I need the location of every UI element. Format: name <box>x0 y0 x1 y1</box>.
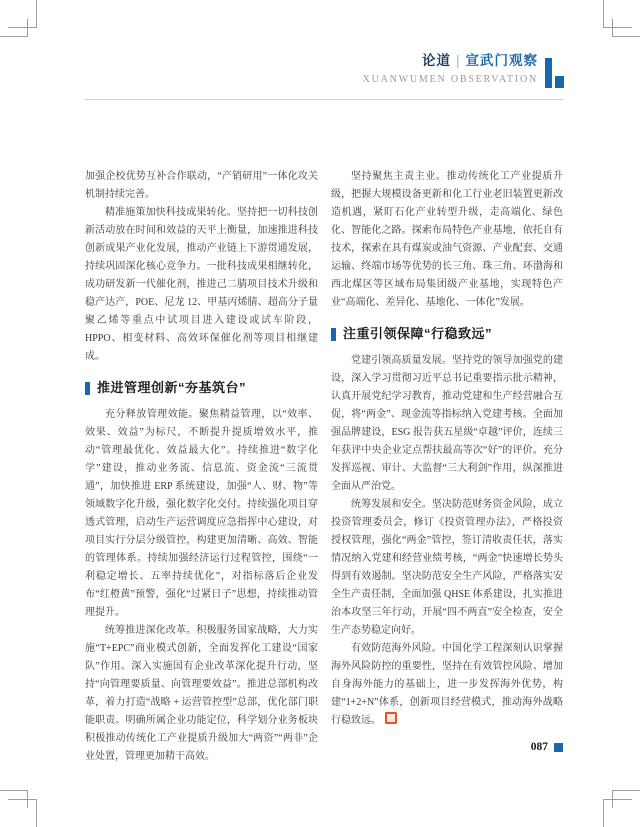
crop-mark-bottom-left-icon <box>0 790 37 827</box>
section-heading <box>85 379 318 397</box>
column-title-cn: 宣武门观察 <box>465 53 538 68</box>
paragraph: 有效防范海外风险。中国化学工程深刻认识掌握海外风险防控的重要性，坚持在有效管控风险、增加自身海外能力的基础上，进一步发挥海外优势，构建“1+2+N”体系，创新项目经营模式，推动海外战略行稳致远。 <box>331 643 563 726</box>
crop-mark-line <box>612 19 640 37</box>
column-section-label: 论道 <box>421 53 451 68</box>
right-text-column <box>331 168 563 730</box>
header-divider-rule <box>85 99 563 100</box>
heading-bullet-bar-icon <box>85 382 90 395</box>
heading-bullet-bar-icon <box>331 328 336 341</box>
paragraph: 统筹推进深化改革。积极服务国家战略，大力实施“T+EPC”商业模式创新，全面发挥化工建设“国家队”作用。深入实施国有企业改革深化提升行动，坚持“向管理要质量、向管理要效益”。推进总部机构改革，着力打造“战略 + 运营管控型”总部，优化部门职能职责。明确所属企业功能定位，科学划分业务板块积极推动传统化工产业提质升级加大“两资”“两非”企业处置，管理更加精干高效。 <box>85 625 318 762</box>
paragraph: 统筹发展和安全。坚决防范财务资金风险，成立投资管理委员会，修订《投资管理办法》，严格投资授权管理，强化“两金”管控，签订清收责任状，落实情况纳入党建和经营业绩考核，“两金”快速增长势头得到有效遏制。坚决防范安全生产风险，严格落实安全生产责任制，全面加强 QHSE 体系建设，扎实推进治本攻坚三年行动，开展“四不两直”安全检查，安全生产态势稳定向好。 <box>331 499 563 636</box>
crop-mark-top-right-icon <box>603 0 640 37</box>
footer-accent-square-icon <box>554 743 563 752</box>
crop-mark-line <box>603 0 632 28</box>
crop-mark-bottom-right-icon <box>603 790 640 827</box>
left-text-column <box>85 168 318 766</box>
crop-mark-line <box>8 0 37 28</box>
section-heading <box>331 325 563 343</box>
section-heading-text: 注重引领保障“行稳致远” <box>343 326 493 341</box>
crop-mark-top-left-icon <box>0 0 37 37</box>
crop-mark-line <box>0 790 28 808</box>
crop-mark-line <box>603 799 632 827</box>
paragraph: 加强企校优势互补合作联动，“产销研用”一体化攻关机制持续完善。 <box>85 171 318 200</box>
header-accent-bar-icon <box>545 58 552 88</box>
paragraph: 精准施策加快科技成果转化。坚持把一切科技创新活动放在时间和效益的天平上衡量，加速推进科技创新成果产业化发展，推动产业链上下游贯通发展，持续巩固深化核心竞争力。一批科技成果相继转化，成功研发新一代催化剂，推进己二腈项目技术升级和稳产达产，POE、尼龙 12、甲基丙烯腈、超高分子量聚乙烯等重点中试项目进入建设或试车阶段，HPPO、相变材料、高效环保催化剂等项目相继建成。 <box>85 207 318 362</box>
page-header <box>363 52 538 85</box>
crop-mark-line <box>0 19 28 37</box>
crop-mark-line <box>612 790 640 808</box>
page-footer <box>531 741 563 753</box>
header-separator: | <box>455 53 461 68</box>
paragraph: 坚持聚焦主责主业。推动传统化工产业提质升级，把握大规模设备更新和化工行业老旧装置更新改造机遇，紧盯石化产业转型升级，走高端化、绿色化、智能化之路。探索布局特色产业基地，依托自有技术，探索在具有煤炭或油气资源、产业配套、交通运输、终端市场等优势的长三角、珠三角、环渤海和西北煤区等区域布局集团级产业基地，实现特色产业“高端化、差异化、基地化、一体化”发展。 <box>331 171 563 308</box>
paragraph: 党建引领高质量发展。坚持党的领导加强党的建设，深入学习贯彻习近平总书记重要指示批示精神，认真开展党纪学习教育，推动党建和生产经营融合互促，将“两金”、现金流等指标纳入党建考核。全面加强品牌建设，ESG 报告获五星级“卓越”评价，连续三年获评中央企业定点帮扶最高等次“好”的评价。充分发挥巡视、审计、大监督“三大利剑”作用，纵深推进全面从严治党。 <box>331 355 563 492</box>
article-end-icon <box>385 712 397 724</box>
paragraph: 充分释放管理效能。聚焦精益管理，以“效率、效果、效益”为标尺，不断提升提质增效水平，推动“管理最优化、效益最大化”。持续推进“数字化学”建设，推动业务流、信息流、资金流“三流贯通”，加快推进 ERP 系统建设，加强“人、财、物”等领域数字化升级，强化数字化交付。持续强化项目穿透式管理，启动生产运营调度应急指挥中心建设，对项目实行分层分级管控，构建更加清晰、高效、智能的管理体系。持续加强经济运行过程管控，围绕“一利稳定增长、五率持续优化”，对指标落后企业发布“红橙黄”预警，强化“过紧日子”思想，持续推动管理提升。 <box>85 409 318 618</box>
section-heading-text: 推进管理创新“夯基筑台” <box>97 380 247 395</box>
crop-mark-line <box>8 799 37 827</box>
column-title-en: XUANWUMEN OBSERVATION <box>362 74 538 85</box>
header-title-row <box>363 52 538 70</box>
header-accent-square-icon <box>555 76 564 88</box>
page-number: 087 <box>530 741 548 753</box>
